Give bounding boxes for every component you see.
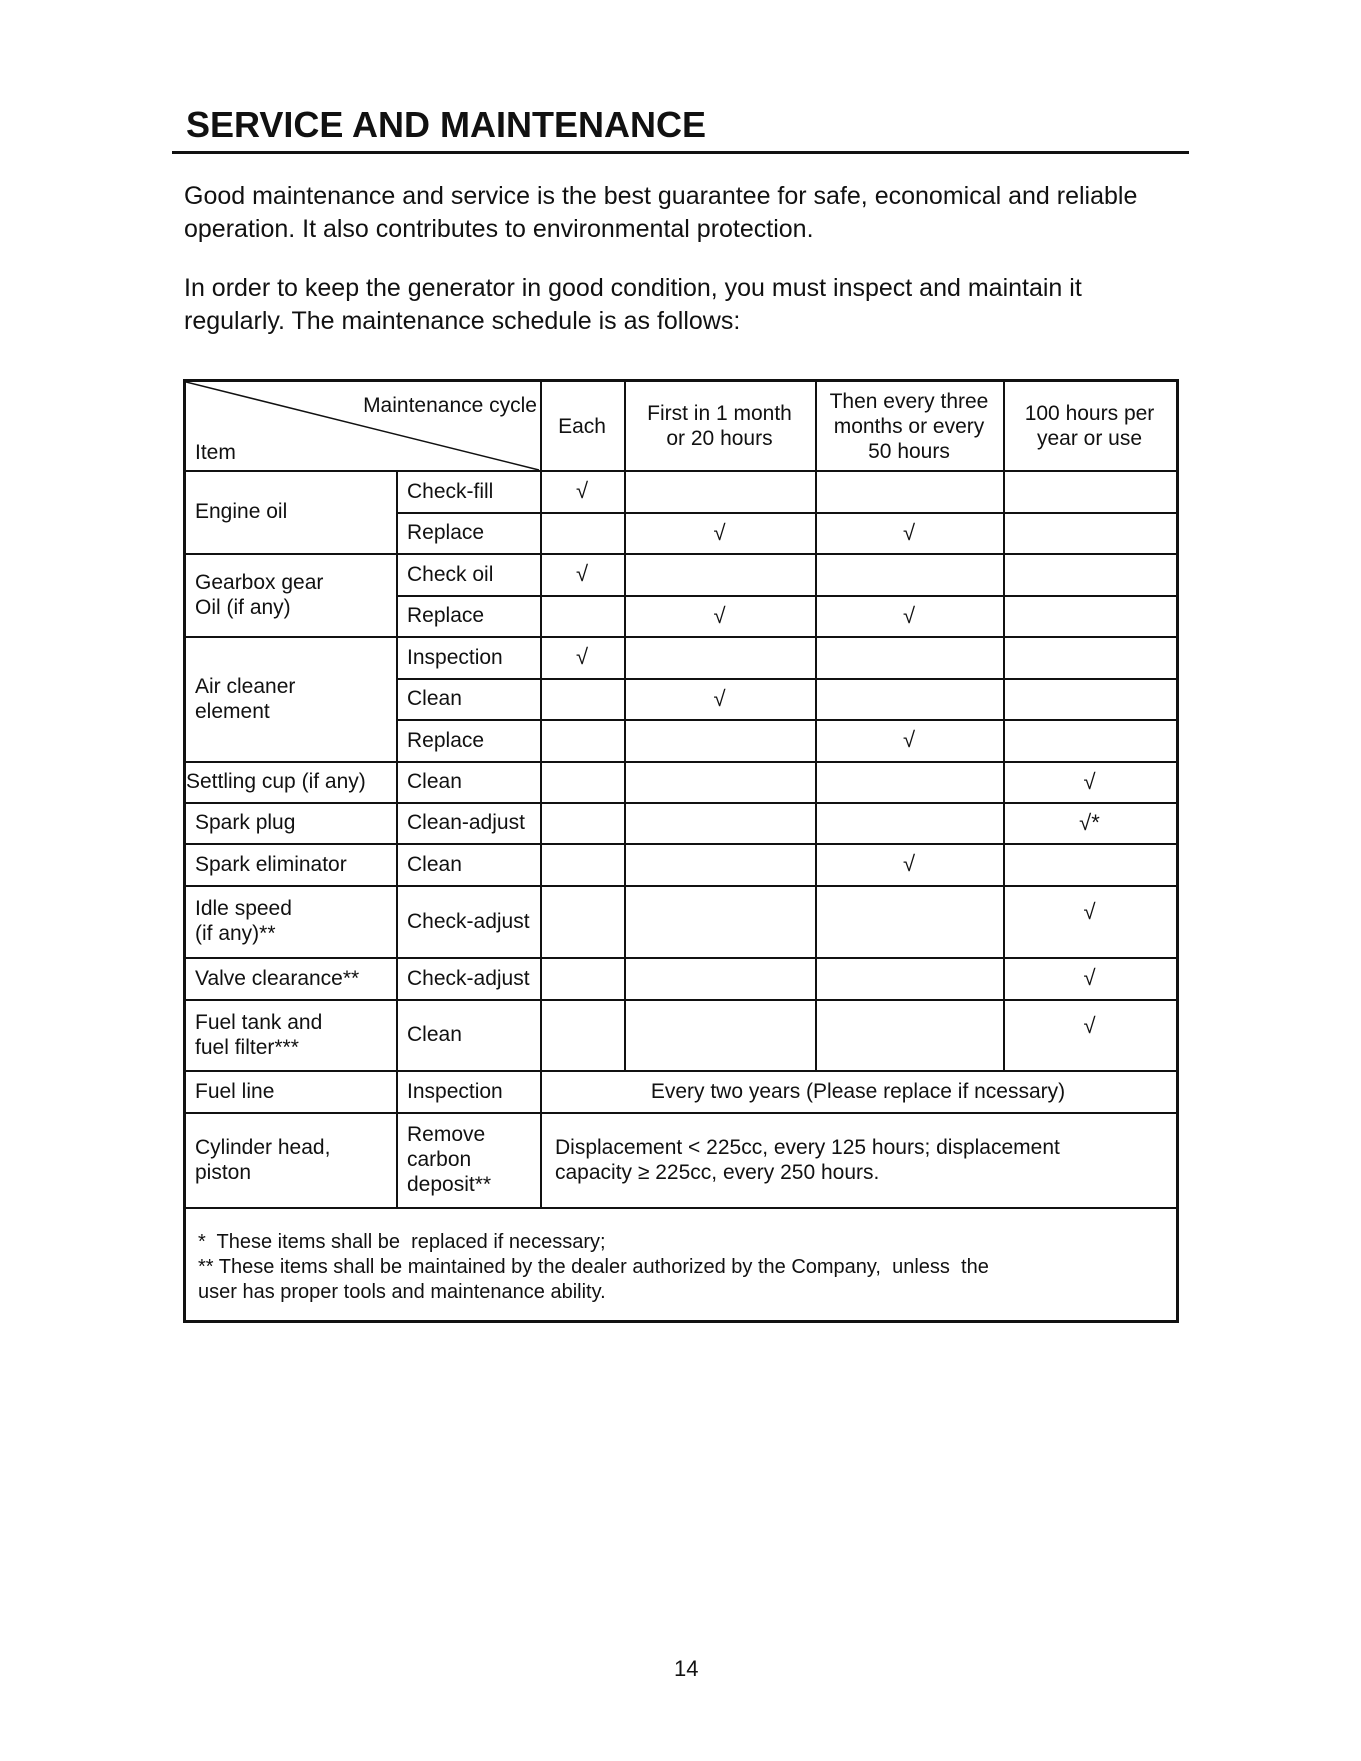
column-divider — [815, 636, 817, 678]
item-cell: Spark plug — [195, 811, 296, 834]
column-divider — [540, 553, 542, 595]
column-divider — [624, 470, 626, 512]
header-column-divider — [815, 382, 817, 470]
column-divider — [540, 885, 542, 957]
column-divider — [1003, 719, 1005, 761]
footnote-2: ** These items shall be maintained by the dealer authorized by the Company, unless the — [198, 1256, 989, 1278]
header-item: Item — [195, 440, 236, 464]
check-mark: √* — [1079, 809, 1100, 835]
footnote-3: user has proper tools and maintenance ability. — [198, 1281, 606, 1303]
column-divider — [624, 761, 626, 802]
header-maintenance-cycle: Maintenance cycle — [363, 393, 537, 417]
column-divider — [396, 885, 398, 957]
column-divider — [540, 595, 542, 636]
column-divider — [540, 719, 542, 761]
action-cell: Check-fill — [407, 479, 494, 503]
column-divider — [815, 885, 817, 957]
item-cell: Engine oil — [195, 500, 288, 523]
item-cell: Settling cup (if any) — [186, 770, 366, 793]
column-divider — [624, 678, 626, 719]
check-mark: √ — [902, 727, 916, 752]
column-divider — [396, 678, 398, 719]
column-divider — [540, 843, 542, 885]
column-divider — [540, 470, 542, 512]
check-mark: √ — [902, 851, 916, 876]
column-divider — [540, 512, 542, 553]
column-divider — [815, 719, 817, 761]
check-mark: √ — [575, 644, 589, 669]
column-divider — [815, 761, 817, 802]
header-column-1: Each — [558, 414, 606, 438]
column-divider — [624, 595, 626, 636]
column-divider — [540, 957, 542, 999]
column-divider — [1003, 595, 1005, 636]
column-divider — [396, 1070, 398, 1112]
column-divider — [396, 512, 398, 553]
column-divider — [396, 761, 398, 802]
page-title: SERVICE AND MAINTENANCE — [186, 104, 707, 145]
check-mark: √ — [575, 478, 589, 503]
column-divider — [396, 802, 398, 843]
column-divider — [540, 1070, 542, 1112]
maintenance-schedule-table — [183, 379, 1179, 1323]
title-rule — [172, 151, 1189, 154]
column-divider — [396, 843, 398, 885]
item-cell: Valve clearance** — [195, 966, 360, 990]
column-divider — [1003, 470, 1005, 512]
column-divider — [396, 1112, 398, 1207]
item-cell: Air cleaner element — [195, 674, 296, 723]
action-cell: Replace — [407, 604, 485, 627]
check-mark: √ — [1083, 965, 1096, 990]
header-column-divider — [1003, 382, 1005, 470]
column-divider — [624, 512, 626, 553]
check-mark: √ — [902, 602, 916, 628]
check-mark: √ — [713, 519, 726, 545]
column-divider — [396, 636, 398, 678]
column-divider — [815, 595, 817, 636]
column-divider — [396, 999, 398, 1070]
row-divider — [186, 1207, 1176, 1209]
column-divider — [815, 843, 817, 885]
column-divider — [1003, 678, 1005, 719]
check-mark: √ — [1083, 768, 1096, 794]
column-divider — [815, 553, 817, 595]
item-cell: Fuel line — [195, 1079, 275, 1103]
column-divider — [396, 957, 398, 999]
header-column-2: First in 1 month or 20 hours — [647, 402, 792, 450]
column-divider — [624, 719, 626, 761]
column-divider — [624, 636, 626, 678]
action-cell: Clean — [407, 687, 462, 710]
column-divider — [815, 470, 817, 512]
item-cell: Spark eliminator — [195, 852, 347, 876]
header-column-4: 100 hours per year or use — [1024, 402, 1155, 450]
column-divider — [624, 553, 626, 595]
action-cell: Check-adjust — [407, 909, 530, 933]
column-divider — [1003, 885, 1005, 957]
column-divider — [396, 470, 398, 512]
column-divider — [540, 802, 542, 843]
check-mark: √ — [713, 685, 726, 711]
action-cell: Check-adjust — [407, 966, 530, 990]
schedule-paragraph: In order to keep the generator in good condition, you must inspect and maintain it regularly. The maintenance schedule is as follows: — [184, 274, 1082, 335]
column-divider — [624, 843, 626, 885]
column-divider — [815, 512, 817, 553]
column-divider — [815, 957, 817, 999]
action-cell: Replace — [407, 728, 485, 752]
column-divider — [396, 553, 398, 595]
intro-paragraph: Good maintenance and service is the best guarantee for safe, economical and reliable operation. It also contributes to environmental protection. — [184, 182, 1138, 243]
item-cell: Fuel tank and fuel filter*** — [195, 1010, 323, 1059]
column-divider — [1003, 761, 1005, 802]
column-divider — [540, 636, 542, 678]
interval-note: Every two years (Please replace if ncessary) — [650, 1079, 1066, 1103]
footnotes — [198, 1230, 1158, 1305]
action-cell: Clean-adjust — [407, 811, 525, 834]
action-cell: Inspection — [407, 645, 503, 669]
page-number: 14 — [674, 1656, 699, 1681]
item-cell: Cylinder head, piston — [195, 1135, 331, 1184]
item-cell: Gearbox gear Oil (if any) — [195, 570, 324, 619]
check-mark: √ — [1083, 899, 1096, 925]
column-divider — [1003, 636, 1005, 678]
column-divider — [1003, 553, 1005, 595]
check-mark: √ — [1083, 1013, 1096, 1039]
action-cell: Inspection — [407, 1079, 503, 1103]
footnote-1: * These items shall be replaced if necessary; — [198, 1231, 606, 1253]
column-divider — [1003, 957, 1005, 999]
check-mark: √ — [575, 561, 589, 586]
header-column-divider — [624, 382, 626, 470]
column-divider — [1003, 999, 1005, 1070]
column-divider — [624, 885, 626, 957]
action-cell: Clean — [407, 770, 462, 793]
action-cell: Clean — [407, 852, 462, 876]
header-column-divider — [540, 382, 542, 470]
action-cell: Check oil — [407, 562, 494, 586]
header-column-3: Then every three months or every 50 hours — [829, 389, 989, 463]
column-divider — [1003, 512, 1005, 553]
action-cell: Clean — [407, 1023, 462, 1046]
column-divider — [624, 999, 626, 1070]
column-divider — [815, 802, 817, 843]
column-divider — [815, 678, 817, 719]
item-cell: Idle speed (if any)** — [195, 897, 292, 945]
check-mark: √ — [902, 519, 916, 545]
column-divider — [1003, 843, 1005, 885]
column-divider — [624, 802, 626, 843]
column-divider — [540, 761, 542, 802]
column-divider — [540, 678, 542, 719]
column-divider — [540, 1112, 542, 1207]
column-divider — [624, 957, 626, 999]
column-divider — [1003, 802, 1005, 843]
action-cell: Remove carbon deposit** — [407, 1123, 492, 1196]
column-divider — [540, 999, 542, 1070]
check-mark: √ — [713, 602, 726, 628]
column-divider — [815, 999, 817, 1070]
column-divider — [396, 719, 398, 761]
column-divider — [396, 595, 398, 636]
action-cell: Replace — [407, 521, 485, 544]
interval-note: Displacement < 225cc, every 125 hours; displacement capacity ≥ 225cc, every 250 hours. — [555, 1135, 1060, 1184]
